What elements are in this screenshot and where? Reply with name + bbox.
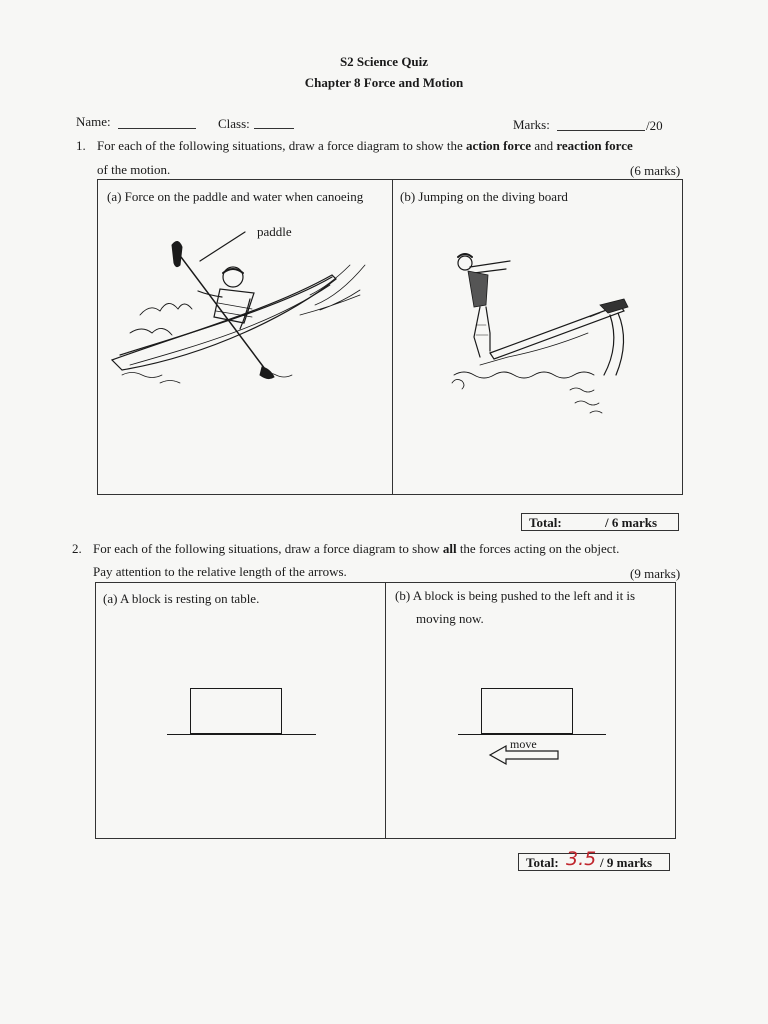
- q2-all: all: [442, 541, 457, 556]
- q1-total-marks: / 6 marks: [605, 515, 657, 530]
- q1-total-box: [521, 513, 679, 531]
- quiz-title: S2 Science Quiz: [339, 54, 429, 69]
- pushed-block: [481, 688, 573, 734]
- q2a-label: (a) A block is resting on table.: [103, 591, 260, 606]
- q1a-label: (a) Force on the paddle and water when canoeing: [107, 189, 364, 204]
- class-blank[interactable]: [254, 128, 294, 129]
- name-blank[interactable]: [118, 128, 196, 129]
- board-support: [604, 313, 624, 375]
- move-label: move: [510, 737, 537, 751]
- q1-text: For each of the following situations, draw a force diagram to show the: [97, 138, 463, 153]
- q2-question-line1: [93, 541, 619, 557]
- resting-block: [190, 688, 282, 734]
- q2-total-box: [518, 848, 670, 871]
- paddle-shaft: [178, 253, 268, 373]
- q2-total-label: Total:: [526, 855, 559, 870]
- q2-text: For each of the following situations, draw a force diagram to show: [93, 541, 440, 556]
- q1-question-line1: [97, 138, 633, 154]
- q1-number: 1.: [76, 138, 86, 153]
- table-surface-a: [167, 734, 316, 735]
- q1-reaction-force: reaction force: [556, 138, 633, 153]
- q2b-label-line1: (b) A block is being pushed to the left and it is: [395, 588, 636, 603]
- paddle-blade-top: [172, 241, 182, 266]
- table-surface-b: [458, 734, 606, 735]
- marks-total: /20: [646, 118, 663, 133]
- name-label: Name:: [76, 114, 111, 129]
- q1-and: and: [534, 138, 554, 153]
- q2-total-marks: / 9 marks: [600, 855, 652, 870]
- diving-board: [490, 305, 624, 359]
- q2b-label-line2: moving now.: [416, 611, 484, 626]
- q2-question-line2: Pay attention to the relative length of the arrows.: [93, 564, 347, 579]
- q1b-label: (b) Jumping on the diving board: [400, 189, 568, 204]
- q1-table-divider: [392, 179, 393, 495]
- q1-total-label: Total:: [529, 515, 562, 530]
- paddle-blade-bottom: [260, 367, 274, 379]
- q2-table-divider: [385, 582, 386, 839]
- diver-arms: [470, 261, 510, 273]
- q1-action-force: action force: [465, 138, 532, 153]
- diving-board-illustration: [440, 245, 640, 420]
- diver-head: [458, 256, 472, 270]
- paddle-pointer-line: [200, 232, 245, 261]
- q2-handwritten-score: 3.5: [566, 848, 597, 870]
- marks-label: Marks:: [513, 117, 550, 132]
- q2-marks: (9 marks): [630, 566, 681, 581]
- q2-text-post: the forces acting on the object.: [459, 541, 620, 556]
- q1-marks: (6 marks): [630, 163, 681, 178]
- chapter-subtitle: Chapter 8 Force and Motion: [304, 75, 464, 90]
- paddle-label: paddle: [257, 224, 292, 239]
- class-label: Class:: [218, 116, 250, 131]
- diver-legs: [474, 307, 490, 357]
- canoe-paddler-illustration: [100, 215, 390, 385]
- diver-torso: [468, 271, 488, 307]
- marks-blank[interactable]: [557, 130, 645, 131]
- q1-question-line2: of the motion.: [97, 162, 171, 177]
- q2-number: 2.: [72, 541, 82, 556]
